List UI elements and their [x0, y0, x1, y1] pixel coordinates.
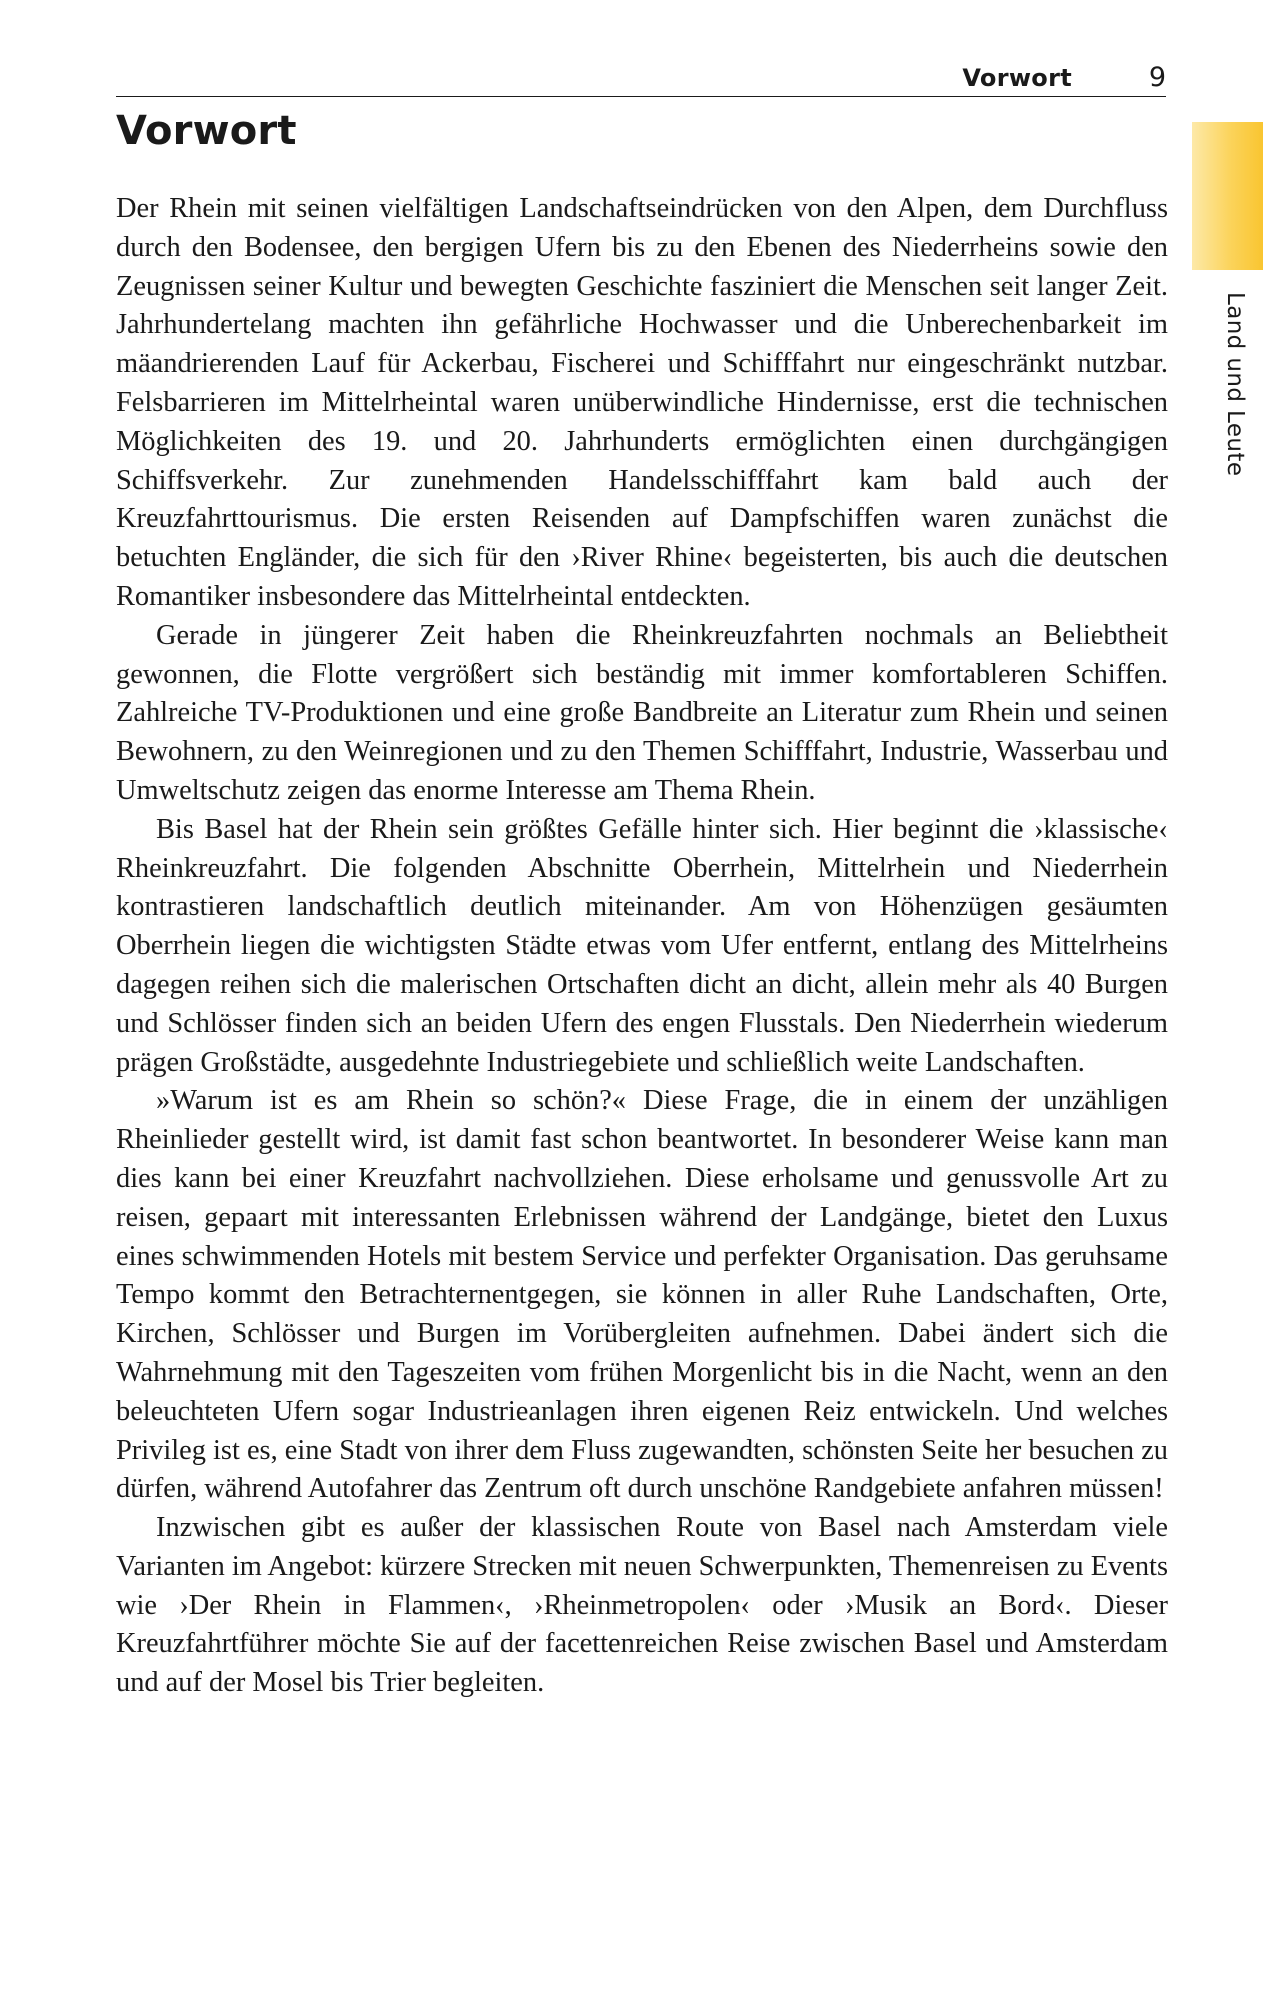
- chapter-title: Vorwort: [116, 108, 297, 154]
- chapter-thumb-tab: [1192, 122, 1263, 270]
- paragraph-4: »Warum ist es am Rhein so schön?« Diese Frage, die in einem der unzähligen Rheinlieder gestellt wird, ist damit fast schon beantwortet. In besonderer Weise kann man dies kann bei einer Kreuzfahrt nachvollziehen. Diese erholsame und genussvolle Art zu reisen, gepaart mit interessanten Erlebnissen während der Landgänge, bietet den Luxus eines schwimmenden Hotels mit bestem Service und perfekter Organisation. Das geruhsame Tempo kommt den Betrachternentgegen, sie können in aller Ruhe Landschaften, Orte, Kirchen, Schlösser und Burgen im Vorübergleiten aufnehmen. Dabei ändert sich die Wahrnehmung mit den Tageszeiten vom frühen Morgenlicht bis in die Nacht, wenn an den beleuchteten Ufern sogar Industrieanlagen ihren eigenen Reiz entwickeln. Und welches Privileg ist es, eine Stadt von ihrer dem Fluss zugewandten, schönsten Seite her besuchen zu dürfen, während Autofahrer das Zentrum oft durch unschöne Randgebiete anfahren müssen!: [116, 1085, 1168, 1505]
- running-header: [116, 62, 1166, 97]
- page-number: 9: [1148, 62, 1166, 93]
- paragraph-3: Bis Basel hat der Rhein sein größtes Gefälle hinter sich. Hier beginnt die ›klassische‹ Rheinkreuzfahrt. Die folgenden Abschnitte Oberrhein, Mittelrhein und Niederrhein kontrastieren landschaftlich deutlich miteinander. Am von Höhenzügen gesäumten Oberrhein liegen die wichtigsten Städte etwas vom Ufer entfernt, entlang des Mittelrheins dagegen reihen sich die malerischen Ortschaften dicht an dicht, allein mehr als 40 Burgen und Schlösser finden sich an beiden Ufern des engen Flusstals. Den Niederrhein wiederum prägen Großstädte, ausgedehnte Industriegebiete und schließlich weite Landschaften.: [116, 813, 1168, 1078]
- section-side-label: Land und Leute: [1222, 292, 1248, 477]
- paragraph-5: Inzwischen gibt es außer der klassischen Route von Basel nach Amsterdam viele Varianten im Angebot: kürzere Strecken mit neuen Schwerpunkten, Themenreisen zu Events wie ›Der Rhein in Flammen‹, ›Rheinmetropolen‹ oder ›Musik an Bord‹. Dieser Kreuzfahrtführer möchte Sie auf der facettenreichen Reise zwischen Basel und Amsterdam und auf der Mosel bis Trier begleiten.: [116, 1512, 1168, 1699]
- paragraph-2: Gerade in jüngerer Zeit haben die Rheinkreuzfahrten nochmals an Beliebtheit gewonnen, die Flotte vergrößert sich beständig mit immer komfortableren Schiffen. Zahlreiche TV-Produktionen und eine große Bandbreite an Literatur zum Rhein und seinen Bewohnern, zu den Weinregionen und zu den Themen Schifffahrt, Industrie, Wasserbau und Umweltschutz zeigen das enorme Interesse am Thema Rhein.: [116, 619, 1168, 806]
- paragraph-1: Der Rhein mit seinen vielfältigen Landschaftseindrücken von den Alpen, dem Durchfluss durch den Bodensee, den bergigen Ufern bis zu den Ebenen des Niederrheins sowie den Zeugnissen seiner Kultur und bewegten Geschichte fasziniert die Menschen seit langer Zeit. Jahrhundertelang machten ihn gefährliche Hochwasser und die Unberechenbarkeit im mäandrierenden Lauf für Ackerbau, Fischerei und Schifffahrt nur eingeschränkt nutzbar. Felsbarrieren im Mittelrheintal waren unüberwindliche Hindernisse, erst die technischen Möglichkeiten des 19. und 20. Jahrhunderts ermöglichten einen durchgängigen Schiffsverkehr. Zur zunehmenden Handelsschifffahrt kam bald auch der Kreuzfahrttourismus. Die ersten Reisenden auf Dampfschiffen waren zunächst die betuchten Engländer, die sich für den ›River Rhine‹ begeisterten, bis auch die deutschen Romantiker insbesondere das Mittelrheintal entdeckten.: [116, 193, 1168, 612]
- body-text: [116, 190, 1168, 1703]
- running-title: Vorwort: [962, 64, 1072, 92]
